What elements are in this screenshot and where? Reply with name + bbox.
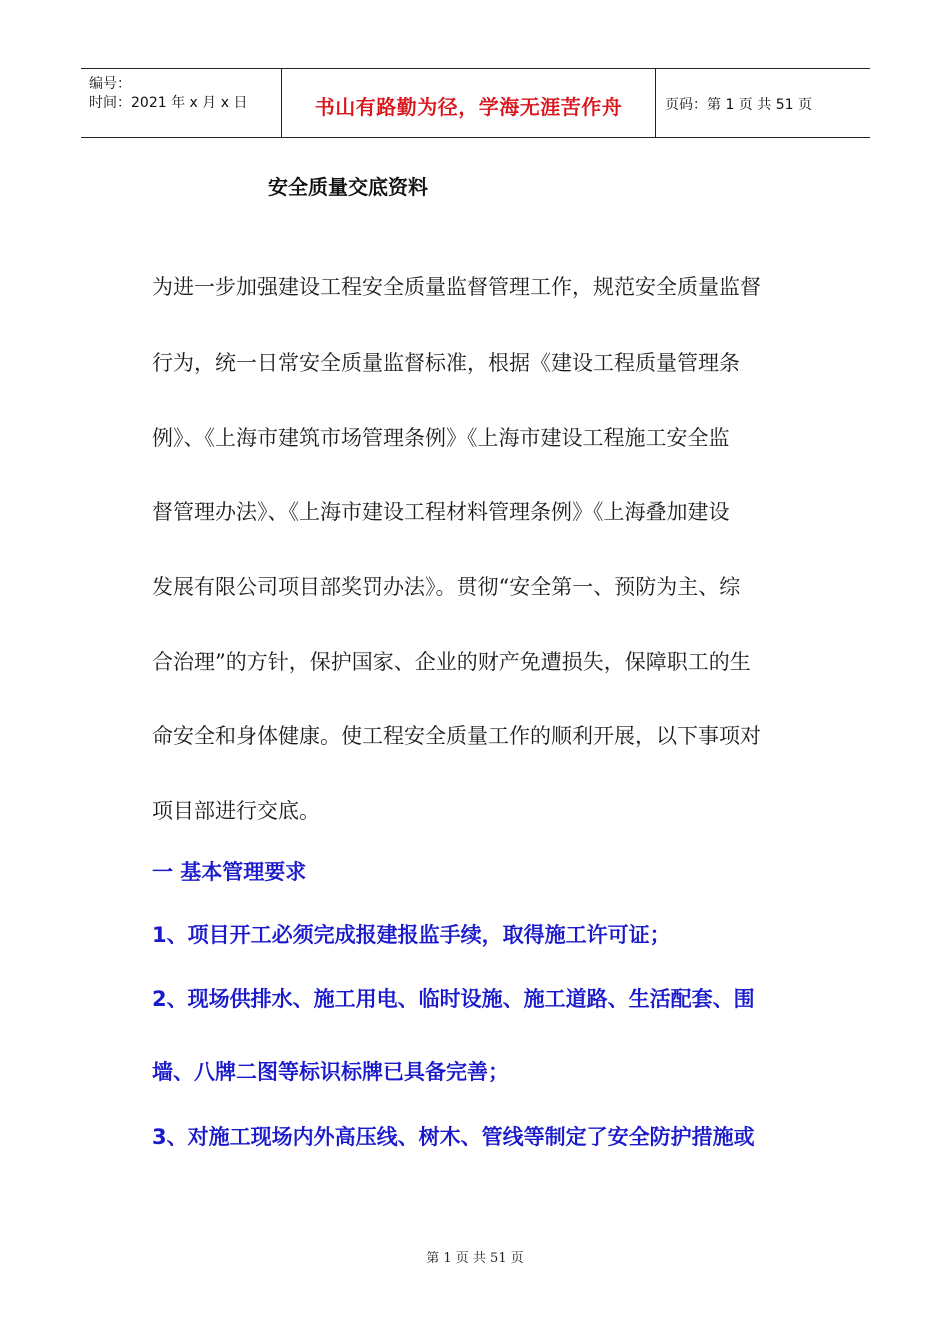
page-footer: 第 1 页 共 51 页 [426, 1251, 524, 1266]
body-line: 项目部进行交底。 [152, 799, 320, 823]
document-header [81, 68, 870, 138]
document-code-label: 编号： [89, 76, 131, 92]
requirement-item: 1、项目开工必须完成报建报监手续，取得施工许可证； [152, 923, 671, 947]
body-line: 行为，统一日常安全质量监督标准，根据《建设工程质量管理条 [152, 351, 740, 375]
body-line: 例》、《上海市建筑市场管理条例》《上海市建设工程施工安全监 [152, 426, 730, 450]
document-title: 安全质量交底资料 [268, 175, 428, 199]
requirement-item: 3、对施工现场内外高压线、树木、管线等制定了安全防护措施或 [152, 1125, 755, 1149]
header-page-number: 页码：第 1 页 共 51 页 [665, 97, 812, 113]
section-heading: 一 基本管理要求 [152, 860, 307, 884]
motto-text: 书山有路勤为径，学海无涯苦作舟 [314, 95, 623, 119]
body-line: 发展有限公司项目部奖罚办法》。贯彻“安全第一、预防为主、综 [152, 575, 741, 599]
requirement-item: 墙、八牌二图等标识标牌已具备完善； [152, 1060, 509, 1084]
requirement-item: 2、现场供排水、施工用电、临时设施、施工道路、生活配套、围 [152, 987, 755, 1011]
header-page-cell [655, 69, 870, 137]
body-line: 督管理办法》、《上海市建设工程材料管理条例》《上海叠加建设 [152, 500, 730, 524]
body-line: 命安全和身体健康。使工程安全质量工作的顺利开展，以下事项对 [152, 724, 761, 748]
header-meta-cell [81, 69, 281, 137]
body-line: 为进一步加强建设工程安全质量监督管理工作，规范安全质量监督 [152, 275, 761, 299]
header-motto-cell [281, 69, 656, 137]
body-line: 合治理”的方针，保护国家、企业的财产免遭损失，保障职工的生 [152, 650, 751, 674]
document-time-label: 时间：2021 年 x 月 x 日 [89, 95, 248, 111]
